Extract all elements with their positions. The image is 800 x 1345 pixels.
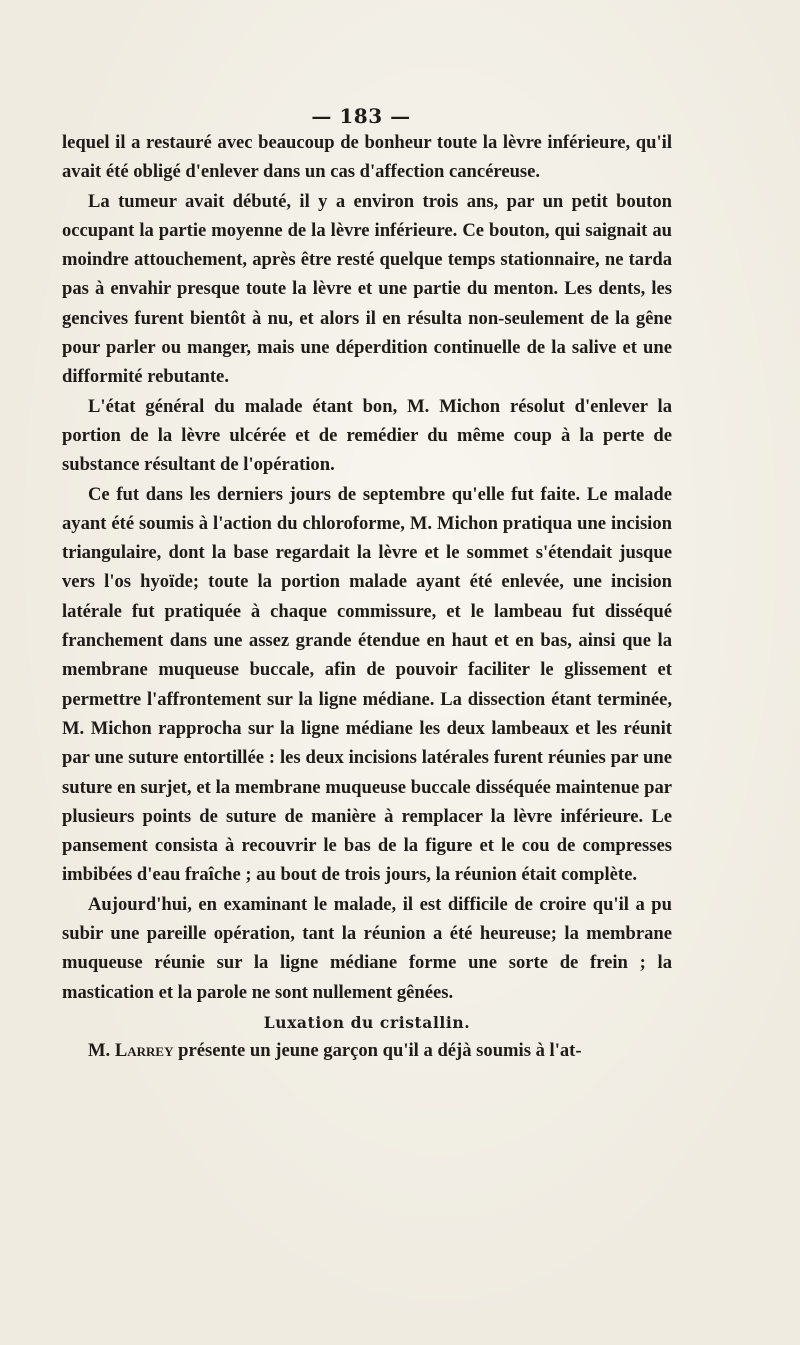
larrey-name: Larrey (114, 1039, 174, 1061)
larrey-prefix: M. (88, 1039, 111, 1061)
larrey-text: présente un jeune garçon qu'il a déjà soumis à l'at- (178, 1039, 582, 1061)
main-text (62, 128, 672, 1065)
paragraph-outcome: Aujourd'hui, en examinant le malade, il est difficile de croire qu'il a pu subir une pareille opération, tant la réunion a été heureuse; la membrane muqueuse réunie sur la ligne médiane forme une sorte de frein ; la mastication et la parole ne sont nullement gênées. (62, 893, 672, 1003)
paragraph-operation: Ce fut dans les derniers jours de septembre qu'elle fut faite. Le malade ayant été soumis à l'action du chloroforme, M. Michon pratiqua une incision triangulaire, dont la base regardait la lèvre et le sommet s'étendait jusque vers l'os hyoïde; toute la portion malade ayant été enlevée, une incision latérale fut pratiquée à chaque commissure, et le lambeau fut disséqué franchement dans une assez grande étendue en haut et en bas, ainsi que la membrane muqueuse buccale, afin de pouvoir faciliter le glissement et permettre l'affrontement sur la ligne médiane. La dissection étant terminée, M. Michon rapprocha sur la ligne médiane les deux lambeaux et les réunit par une suture entortillée : les deux incisions latérales furent réunies par une suture en surjet, et la membrane muqueuse buccale disséquée maintenue par plusieurs points de suture de manière à remplacer la lèvre inférieure. Le pansement consista à recouvrir le bas de la figure et le cou de compresses imbibées d'eau fraîche ; au bout de trois jours, la réunion était complète. (62, 483, 672, 886)
paragraph-continuation: lequel il a restauré avec beaucoup de bonheur toute la lèvre inférieure, qu'il avait été obligé d'enlever dans un cas d'affection cancéreuse. (62, 132, 672, 183)
paragraph-larrey (62, 1036, 672, 1065)
paragraph-tumor-history: La tumeur avait débuté, il y a environ trois ans, par un petit bouton occupant la partie moyenne de la lèvre inférieure. Ce bouton, qui saignait au moindre attouchement, après être resté quelque temps stationnaire, ne tarda pas à envahir presque toute la lèvre et une partie du menton. Les dents, les gencives furent bientôt à nu, et alors il en résulta non-seulement de la gêne pour parler ou manger, mais une déperdition continuelle de la salive et une difformité rebutante. (62, 190, 672, 388)
section-heading: Luxation du cristallin. (263, 1012, 471, 1032)
paragraph-general-state: L'état général du malade étant bon, M. Michon résolut d'enlever la portion de la lèvre ulcérée et de remédier du même coup à la perte de substance résultant de l'opération. (62, 395, 672, 476)
page-number: — 183 — (311, 104, 411, 128)
